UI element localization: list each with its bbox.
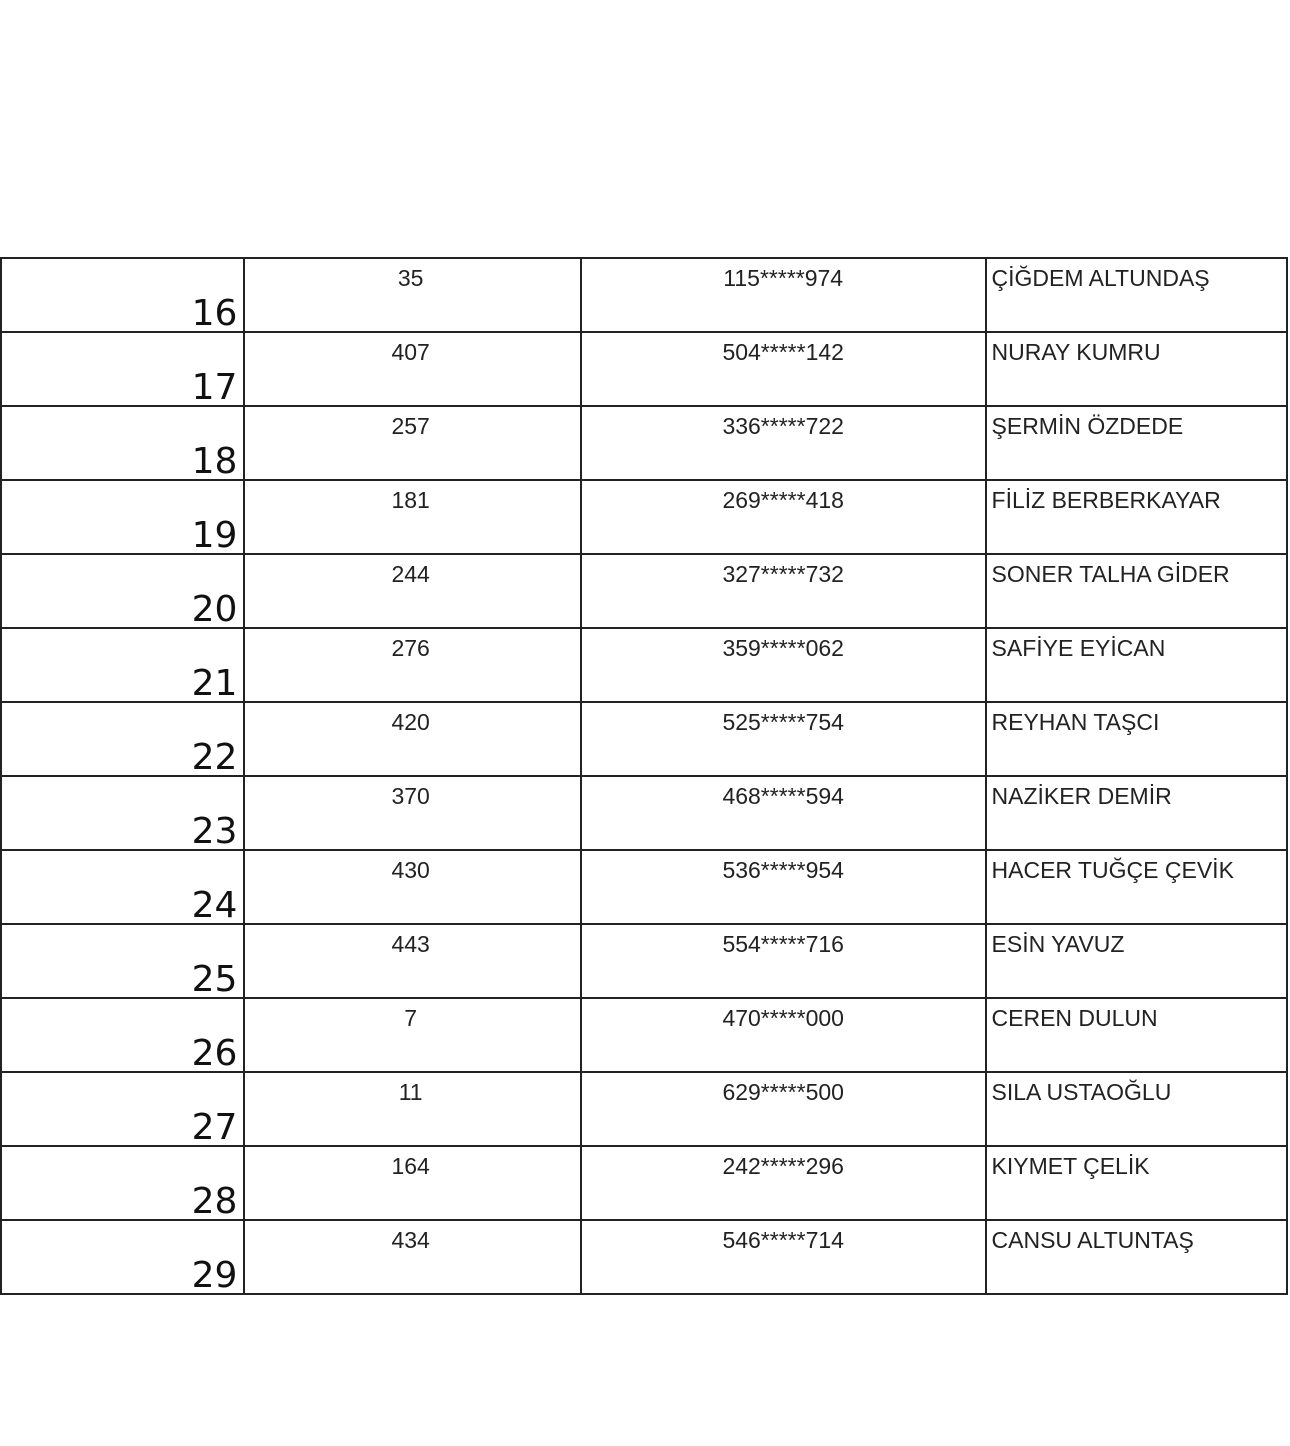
row-index: 20 bbox=[191, 589, 238, 628]
applicant-number: 276 bbox=[391, 635, 430, 661]
full-name: ŞERMİN ÖZDEDE bbox=[991, 413, 1184, 439]
masked-id-number: 554*****716 bbox=[722, 931, 844, 957]
full-name: KIYMET ÇELİK bbox=[991, 1153, 1150, 1179]
full-name-cell bbox=[986, 628, 1287, 702]
applicant-number: 443 bbox=[391, 931, 430, 957]
full-name-cell bbox=[986, 1220, 1287, 1294]
row-index-cell bbox=[1, 1146, 244, 1220]
full-name: ESİN YAVUZ bbox=[991, 931, 1125, 957]
masked-id-number-cell bbox=[581, 776, 986, 850]
masked-id-number: 468*****594 bbox=[722, 783, 844, 809]
masked-id-number-cell bbox=[581, 480, 986, 554]
row-index: 22 bbox=[191, 737, 238, 776]
row-index: 19 bbox=[191, 515, 238, 554]
row-index: 25 bbox=[191, 959, 238, 998]
table-row bbox=[1, 1146, 1287, 1220]
full-name: SILA USTAOĞLU bbox=[991, 1079, 1172, 1105]
row-index: 24 bbox=[191, 885, 238, 924]
masked-id-number-cell bbox=[581, 406, 986, 480]
masked-id-number: 536*****954 bbox=[722, 857, 844, 883]
row-index-cell bbox=[1, 258, 244, 332]
full-name: FİLİZ BERBERKAYAR bbox=[991, 487, 1221, 513]
applicant-number-cell bbox=[244, 480, 581, 554]
applicant-number-cell bbox=[244, 258, 581, 332]
applicant-number-cell bbox=[244, 702, 581, 776]
masked-id-number: 546*****714 bbox=[722, 1227, 844, 1253]
masked-id-number: 327*****732 bbox=[722, 561, 844, 587]
row-index: 18 bbox=[191, 441, 238, 480]
full-name: REYHAN TAŞCI bbox=[991, 709, 1160, 735]
full-name: NURAY KUMRU bbox=[991, 339, 1161, 365]
applicant-number: 181 bbox=[391, 487, 430, 513]
full-name: SONER TALHA GİDER bbox=[991, 561, 1230, 587]
masked-id-number-cell bbox=[581, 554, 986, 628]
applicant-number-cell bbox=[244, 850, 581, 924]
full-name-cell bbox=[986, 1146, 1287, 1220]
full-name: ÇİĞDEM ALTUNDAŞ bbox=[991, 265, 1210, 291]
row-index-cell bbox=[1, 924, 244, 998]
applicant-number-cell bbox=[244, 628, 581, 702]
full-name: NAZİKER DEMİR bbox=[991, 783, 1172, 809]
masked-id-number-cell bbox=[581, 702, 986, 776]
row-index: 27 bbox=[191, 1107, 238, 1146]
masked-id-number-cell bbox=[581, 924, 986, 998]
applicant-number: 7 bbox=[404, 1005, 418, 1031]
masked-id-number: 269*****418 bbox=[722, 487, 844, 513]
full-name-cell bbox=[986, 258, 1287, 332]
row-index: 21 bbox=[191, 663, 238, 702]
applicant-number: 407 bbox=[391, 339, 430, 365]
table-body bbox=[1, 258, 1287, 1294]
table-row bbox=[1, 850, 1287, 924]
full-name-cell bbox=[986, 998, 1287, 1072]
full-name: CEREN DULUN bbox=[991, 1005, 1158, 1031]
applicant-number: 420 bbox=[391, 709, 430, 735]
table-row bbox=[1, 258, 1287, 332]
row-index: 29 bbox=[191, 1255, 238, 1294]
applicant-number-cell bbox=[244, 776, 581, 850]
masked-id-number: 242*****296 bbox=[722, 1153, 844, 1179]
full-name-cell bbox=[986, 554, 1287, 628]
table-row bbox=[1, 776, 1287, 850]
full-name: HACER TUĞÇE ÇEVİK bbox=[991, 857, 1234, 883]
table-row bbox=[1, 998, 1287, 1072]
masked-id-number-cell bbox=[581, 850, 986, 924]
row-index-cell bbox=[1, 480, 244, 554]
masked-id-number-cell bbox=[581, 1146, 986, 1220]
full-name: SAFİYE EYİCAN bbox=[991, 635, 1166, 661]
applicant-number-cell bbox=[244, 1072, 581, 1146]
applicant-number: 164 bbox=[391, 1153, 430, 1179]
applicant-number: 257 bbox=[391, 413, 430, 439]
full-name-cell bbox=[986, 702, 1287, 776]
applicant-number: 434 bbox=[391, 1227, 430, 1253]
row-index: 28 bbox=[191, 1181, 238, 1220]
masked-id-number: 359*****062 bbox=[722, 635, 844, 661]
row-index-cell bbox=[1, 554, 244, 628]
table-row bbox=[1, 1072, 1287, 1146]
masked-id-number-cell bbox=[581, 332, 986, 406]
masked-id-number-cell bbox=[581, 998, 986, 1072]
table-row bbox=[1, 406, 1287, 480]
full-name-cell bbox=[986, 480, 1287, 554]
masked-id-number: 336*****722 bbox=[722, 413, 844, 439]
full-name-cell bbox=[986, 1072, 1287, 1146]
table-row bbox=[1, 554, 1287, 628]
applicant-number-cell bbox=[244, 1146, 581, 1220]
masked-id-number-cell bbox=[581, 628, 986, 702]
table-row bbox=[1, 1220, 1287, 1294]
masked-id-number-cell bbox=[581, 1220, 986, 1294]
row-index-cell bbox=[1, 628, 244, 702]
row-index-cell bbox=[1, 332, 244, 406]
row-index-cell bbox=[1, 406, 244, 480]
row-index: 23 bbox=[191, 811, 238, 850]
masked-id-number-cell bbox=[581, 1072, 986, 1146]
row-index-cell bbox=[1, 702, 244, 776]
row-index: 26 bbox=[191, 1033, 238, 1072]
applicant-number-cell bbox=[244, 332, 581, 406]
table-row bbox=[1, 702, 1287, 776]
applicant-number: 244 bbox=[391, 561, 430, 587]
full-name-cell bbox=[986, 850, 1287, 924]
applicant-number: 35 bbox=[397, 265, 424, 291]
masked-id-number: 504*****142 bbox=[722, 339, 844, 365]
applicant-number: 11 bbox=[398, 1079, 423, 1105]
results-sheet bbox=[0, 257, 1288, 1295]
row-index-cell bbox=[1, 776, 244, 850]
row-index: 17 bbox=[191, 367, 238, 406]
masked-id-number: 115*****974 bbox=[723, 265, 844, 291]
applicant-number: 430 bbox=[391, 857, 430, 883]
table-row bbox=[1, 332, 1287, 406]
table-row bbox=[1, 924, 1287, 998]
full-name: CANSU ALTUNTAŞ bbox=[991, 1227, 1194, 1253]
full-name-cell bbox=[986, 924, 1287, 998]
masked-id-number: 629*****500 bbox=[722, 1079, 844, 1105]
masked-id-number: 470*****000 bbox=[722, 1005, 844, 1031]
row-index: 16 bbox=[191, 293, 238, 332]
applicant-number-cell bbox=[244, 1220, 581, 1294]
table-row bbox=[1, 480, 1287, 554]
full-name-cell bbox=[986, 332, 1287, 406]
applicant-number: 370 bbox=[391, 783, 430, 809]
full-name-cell bbox=[986, 776, 1287, 850]
row-index-cell bbox=[1, 850, 244, 924]
full-name-cell bbox=[986, 406, 1287, 480]
applicant-number-cell bbox=[244, 998, 581, 1072]
results-table bbox=[0, 257, 1288, 1295]
applicant-number-cell bbox=[244, 924, 581, 998]
masked-id-number: 525*****754 bbox=[722, 709, 844, 735]
applicant-number-cell bbox=[244, 554, 581, 628]
applicant-number-cell bbox=[244, 406, 581, 480]
masked-id-number-cell bbox=[581, 258, 986, 332]
row-index-cell bbox=[1, 1072, 244, 1146]
row-index-cell bbox=[1, 1220, 244, 1294]
table-row bbox=[1, 628, 1287, 702]
row-index-cell bbox=[1, 998, 244, 1072]
